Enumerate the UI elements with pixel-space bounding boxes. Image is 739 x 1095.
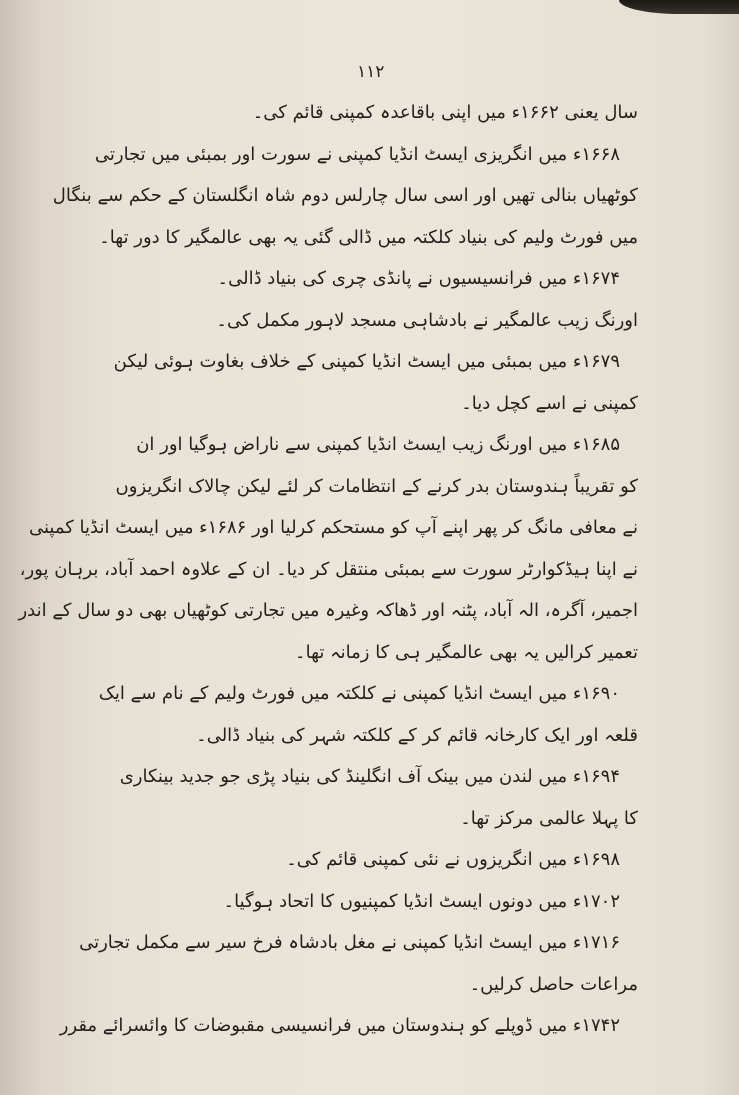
text-line: میں فورٹ ولیم کی بنیاد کلکتہ میں ڈالی گئی یہ بھی عالمگیر کا دور تھا۔ (99, 226, 638, 248)
text-line: سال یعنی ۱۶۶۲ء میں اپنی باقاعدہ کمپنی قائم کی۔ (252, 102, 638, 123)
text-line: کو تقریباً ہندوستان بدر کرنے کے انتظامات کر لئے لیکن چالاک انگریزوں (115, 475, 638, 497)
page-text-block (18, 92, 638, 1047)
text-line: ۱۶۶۸ء میں انگریزی ایسٹ انڈیا کمپنی نے سورت اور بمبئی میں تجارتی (94, 143, 620, 165)
page-corner-shadow (619, 0, 739, 14)
text-line: ۱۶۹۰ء میں ایسٹ انڈیا کمپنی نے کلکتہ میں فورٹ ولیم کے نام سے ایک (98, 683, 620, 704)
text-line: ۱۶۷۹ء میں بمبئی میں ایسٹ انڈیا کمپنی کے خلاف بغاوت ہوئی لیکن (113, 351, 620, 372)
text-line: مراعات حاصل کرلیں۔ (469, 973, 638, 995)
text-line: نے اپنا ہیڈکوارٹر سورت سے بمبئی منتقل کر دیا۔ ان کے علاوہ احمد آباد، برہان پور، (19, 558, 638, 580)
text-line: ۱۶۷۴ء میں فرانسیسیوں نے پانڈی چری کی بنیاد ڈالی۔ (217, 268, 620, 289)
text-line: کوٹھیاں بنالی تھیں اور اسی سال چارلس دوم شاہ انگلستان کے حکم سے بنگال (52, 185, 638, 206)
text-line: ۱۶۸۵ء میں اورنگ زیب ایسٹ انڈیا کمپنی سے ناراض ہوگیا اور ان (136, 434, 620, 455)
text-line: نے معافی مانگ کر پھر اپنے آپ کو مستحکم کرلیا اور ۱۶۸۶ء میں ایسٹ انڈیا کمپنی (28, 517, 638, 538)
text-line: کمپنی نے اسے کچل دیا۔ (461, 392, 638, 414)
text-line: تعمیر کرالیں یہ بھی عالمگیر ہی کا زمانہ تھا۔ (295, 641, 638, 663)
text-line: اجمیر، آگرہ، الہ آباد، پٹنہ اور ڈھاکہ وغیرہ میں تجارتی کوٹھیاں بھی دو سال کے اندر (18, 600, 638, 621)
text-line: ۱۶۹۸ء میں انگریزوں نے نئی کمپنی قائم کی۔ (286, 849, 620, 870)
text-line: کا پہلا عالمی مرکز تھا۔ (460, 807, 638, 829)
text-line: ۱۷۱۶ء میں ایسٹ انڈیا کمپنی نے مغل بادشاہ فرخ سیر سے مکمل تجارتی (79, 932, 620, 953)
text-line: اورنگ زیب عالمگیر نے بادشاہی مسجد لاہور مکمل کی۔ (216, 309, 638, 331)
text-line: ۱۷۰۲ء میں دونوں ایسٹ انڈیا کمپنیوں کا اتحاد ہوگیا۔ (223, 890, 620, 912)
text-line: ۱۷۴۲ء میں ڈوپلے کو ہندوستان میں فرانسیسی مقبوضات کا وائسرائے مقرر (59, 1015, 620, 1036)
text-line: قلعہ اور ایک کارخانہ قائم کر کے کلکتہ شہر کی بنیاد ڈالی۔ (196, 724, 638, 746)
text-line: ۱۶۹۴ء میں لندن میں بینک آف انگلینڈ کی بنیاد پڑی جو جدید بینکاری (119, 766, 620, 787)
page-number: ۱۱۲ (357, 62, 385, 82)
